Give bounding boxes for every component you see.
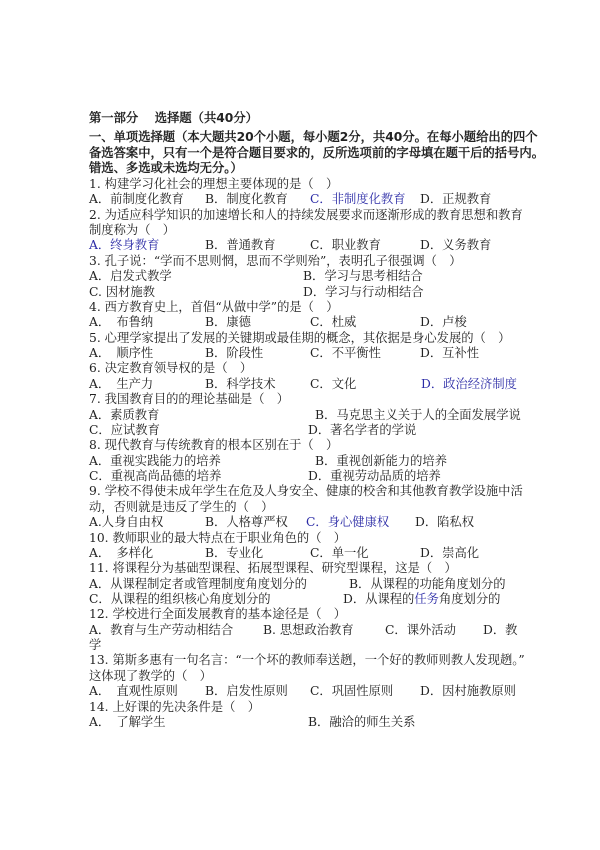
section-header-line: 错选、多选或未选均无分。） (89, 161, 243, 175)
question-stem: 7. 我国教育目的的理论基础是（ ） (89, 392, 290, 406)
question-stem: 动，否则就是违反了学生的（ ） (89, 500, 274, 514)
answer-option (89, 191, 184, 207)
option-text: A．前制度化教育 (89, 192, 184, 206)
answer-option (205, 314, 251, 330)
part-title: 第一部分 选择题（共40分） (89, 111, 258, 125)
option-text: D．陷私权 (415, 515, 475, 529)
highlighted-answer-text: C．身心健康权 (306, 515, 390, 529)
answer-option (205, 191, 288, 207)
highlighted-answer-text: 任务 (414, 592, 439, 606)
option-text: B．专业化 (205, 546, 264, 560)
option-text: C．从课程的组织核心角度划分的 (89, 592, 271, 606)
answer-option (89, 345, 153, 361)
option-text: D．正规教育 (420, 192, 492, 206)
question-stem: 5. 心理学家提出了发展的关键期或最佳期的概念，其依据是身心发展的（ ） (89, 331, 511, 345)
answer-option (89, 376, 153, 392)
answer-option (89, 714, 166, 730)
answer-option (205, 514, 288, 530)
option-text: A． 顺序性 (89, 346, 154, 360)
answer-option (306, 514, 389, 530)
question-stem: 11. 将课程分为基础型课程、拓展型课程、研究型课程，这是（ ） (89, 561, 457, 575)
answer-option (310, 683, 393, 699)
option-text: A． 布鲁纳 (89, 315, 154, 329)
answer-option (420, 314, 467, 330)
option-text: C．文化 (310, 377, 357, 391)
answer-option (315, 407, 521, 423)
answer-option (303, 284, 424, 300)
answer-option (89, 468, 221, 484)
option-text: D．从课程的 (343, 592, 415, 606)
highlighted-answer-text: A．终身教育 (89, 238, 160, 252)
answer-option (421, 376, 517, 392)
answer-option (310, 376, 356, 392)
question-stem: 制度称为（ ） (89, 223, 176, 237)
option-text: C．课外活动 (385, 623, 456, 637)
answer-option (89, 314, 153, 330)
option-text: B. 思想政治教育 (263, 623, 354, 637)
option-text: C．巩固性原则 (310, 684, 394, 698)
question-stem: 4. 西方教育史上，首倡“从做中学”的是（ ） (89, 300, 339, 314)
question-stem: 13. 第斯多惠有一句名言：“一个坏的教师奉送趔，一个好的教师则教人发现趔。” (89, 653, 525, 667)
option-text: B．学习与思考相结合 (303, 269, 423, 283)
option-text: A． 生产力 (89, 377, 154, 391)
option-text: D．重视劳动品质的培养 (308, 469, 441, 483)
question-stem: 6. 决定教育领导权的是（ ） (89, 361, 253, 375)
option-text: D．崇高化 (420, 546, 480, 560)
answer-option (205, 345, 263, 361)
answer-option (420, 191, 491, 207)
answer-option (205, 237, 276, 253)
answer-option (385, 622, 456, 638)
highlighted-answer-text: D．政治经济制度 (421, 377, 517, 391)
option-text: A.人身自由权 (89, 515, 164, 529)
option-text: B．康德 (205, 315, 251, 329)
question-stem: 12. 学校进行全面发展教育的基本途径是（ ） (89, 607, 347, 621)
option-text: D．互补性 (420, 346, 480, 360)
option-text: B．从课程的功能角度划分的 (349, 577, 506, 591)
option-text: B．人格尊严权 (205, 515, 288, 529)
option-text: D．因村施教原则 (420, 684, 516, 698)
answer-option (89, 237, 159, 253)
option-text: C．应试教育 (89, 423, 160, 437)
question-stem: 9. 学校不得使未成年学生在危及人身安全、健康的校舍和其他教育教学设施中活 (89, 484, 523, 498)
option-text: D．教 (483, 623, 518, 637)
option-continuation: 学 (89, 638, 102, 652)
option-text: A． 直观性原则 (89, 684, 178, 698)
option-text: C．重视高尚品德的培养 (89, 469, 222, 483)
option-text: A．从课程制定者或管理制度角度划分的 (89, 577, 307, 591)
answer-option (205, 683, 288, 699)
answer-option (308, 422, 416, 438)
answer-option (310, 237, 381, 253)
answer-option (263, 622, 354, 638)
option-text: 角度划分的 (438, 592, 501, 606)
answer-option (89, 576, 307, 592)
question-stem: 8. 现代教育与传统教育的根本区别在于（ ） (89, 438, 339, 452)
section-header-line: 备选答案中，只有一个是符合题目要求的，反所选项前的字母填在题干后的括号内。 (89, 146, 544, 160)
answer-option (205, 376, 276, 392)
highlighted-answer-text: C．非制度化教育 (310, 192, 406, 206)
answer-option (483, 622, 517, 638)
option-text: B．阶段性 (205, 346, 264, 360)
option-text: B．重视创新能力的培养 (315, 454, 448, 468)
option-text: C. 因材施教 (89, 285, 155, 299)
option-text: D．义务教育 (420, 238, 492, 252)
option-text: A．重视实践能力的培养 (89, 454, 221, 468)
option-text: A．教育与生产劳动相结合 (89, 623, 234, 637)
option-text: B．普通教育 (205, 238, 276, 252)
answer-option (310, 545, 369, 561)
section-header-line: 一、单项选择题（本大题共20个小题，每小题2分，共40分。在每小题给出的四个 (89, 130, 538, 144)
answer-option (420, 545, 479, 561)
question-stem: 2. 为适应科学知识的加速增长和人的持续发展要求而逐渐形成的教育思想和教育 (89, 208, 523, 222)
question-stem: 这体现了教学的（ ） (89, 669, 212, 683)
option-text: B．制度化教育 (205, 192, 288, 206)
option-text: B．马克思主义关于人的全面发展学说 (315, 408, 521, 422)
answer-option (310, 191, 406, 207)
option-text: C．职业教育 (310, 238, 381, 252)
option-text: B．启发性原则 (205, 684, 288, 698)
question-stem: 10. 教师职业的最大特点在于职业角色的（ ） (89, 531, 347, 545)
answer-option (89, 407, 159, 423)
answer-option (89, 514, 163, 530)
answer-option (89, 284, 155, 300)
answer-option (308, 714, 415, 730)
answer-option (343, 591, 500, 607)
option-text: C．杜威 (310, 315, 357, 329)
answer-option (310, 345, 381, 361)
answer-option (420, 237, 491, 253)
option-text: D．著名学者的学说 (308, 423, 417, 437)
option-text: B．融洽的师生关系 (308, 715, 416, 729)
answer-option (310, 314, 356, 330)
answer-option (308, 468, 441, 484)
answer-option (349, 576, 506, 592)
answer-option (89, 422, 160, 438)
answer-option (420, 345, 479, 361)
answer-option (415, 514, 474, 530)
answer-option (205, 545, 263, 561)
answer-option (303, 268, 423, 284)
option-text: A． 多样化 (89, 546, 154, 560)
option-text: C．不平衡性 (310, 346, 381, 360)
option-text: A．启发式教学 (89, 269, 172, 283)
answer-option (89, 453, 221, 469)
option-text: C．单一化 (310, 546, 369, 560)
answer-option (89, 268, 172, 284)
question-stem: 3. 孔子说：“学而不思则惘，思而不学则殆”，表明孔子很强调（ ） (89, 254, 462, 268)
option-text: B．科学技术 (205, 377, 276, 391)
option-text: A． 了解学生 (89, 715, 166, 729)
question-stem: 14. 上好课的先决条件是（ ） (89, 700, 261, 714)
answer-option (89, 591, 271, 607)
option-text: D．卢梭 (420, 315, 467, 329)
option-text: A．素质教育 (89, 408, 160, 422)
answer-option (315, 453, 447, 469)
answer-option (89, 622, 233, 638)
question-stem: 1. 构建学习化社会的理想主要体现的是（ ） (89, 177, 339, 191)
answer-option (89, 545, 153, 561)
answer-option (89, 683, 178, 699)
option-text: D．学习与行动相结合 (303, 285, 424, 299)
answer-option (420, 683, 516, 699)
